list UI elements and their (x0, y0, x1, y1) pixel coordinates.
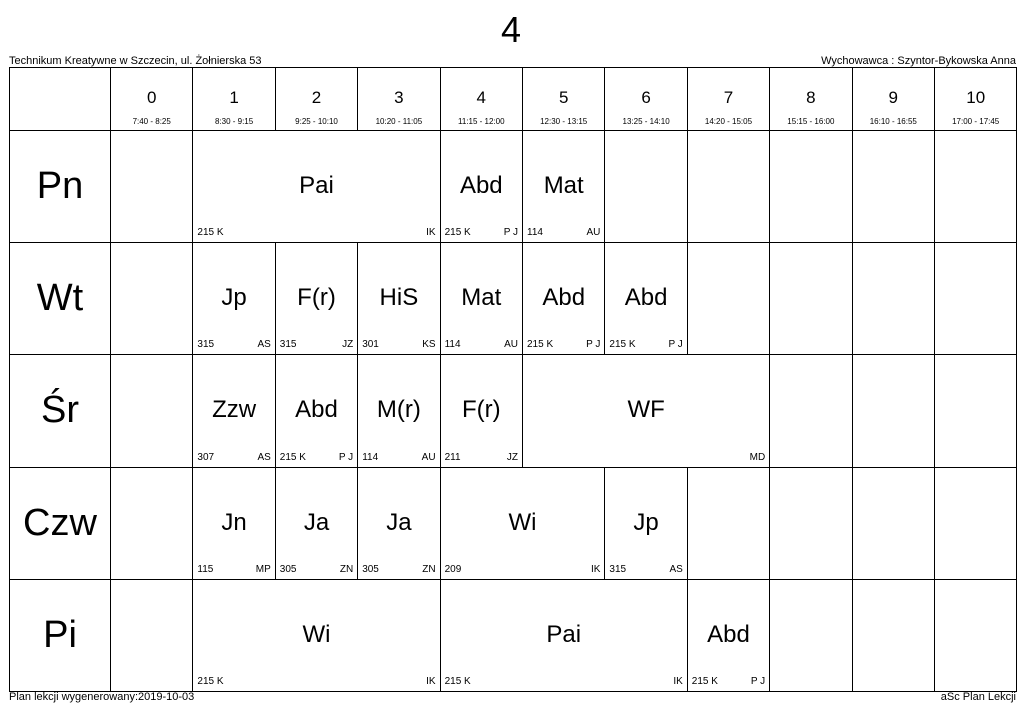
lesson-room: 305 (362, 563, 379, 575)
empty-cell (687, 130, 770, 243)
lesson-room: 115 (197, 563, 214, 575)
lesson-teacher: IK (426, 227, 436, 239)
lesson-cell (440, 467, 606, 580)
app-name: aSc Plan Lekcji (940, 691, 1016, 703)
lesson-cell (522, 242, 605, 355)
day-label-cell (9, 354, 111, 467)
lesson-teacher: MP (255, 563, 271, 575)
lesson-room: 301 (362, 339, 379, 351)
empty-cell (110, 354, 193, 467)
period-header-10 (934, 67, 1017, 131)
period-header-0 (110, 67, 193, 131)
empty-cell (934, 242, 1017, 355)
lesson-cell (192, 130, 440, 243)
period-time: 7:40 - 8:25 (132, 117, 171, 126)
lesson-subject: Pai (299, 172, 334, 199)
lesson-room: 215 K (197, 227, 224, 239)
lesson-teacher: KS (422, 339, 436, 351)
empty-cell (852, 467, 935, 580)
lesson-teacher: ZN (339, 563, 354, 575)
lesson-subject: M(r) (376, 396, 421, 424)
period-header-5 (522, 67, 605, 131)
lesson-cell (522, 354, 770, 467)
lesson-teacher: MD (749, 451, 766, 463)
lesson-subject: Abd (707, 620, 750, 648)
empty-cell (769, 130, 852, 243)
lesson-teacher: IK (590, 563, 601, 575)
lesson-teacher: JZ (342, 339, 354, 351)
lesson-room: 114 (362, 451, 379, 463)
lesson-room: 307 (197, 451, 215, 463)
period-time: 14:20 - 15:05 (704, 117, 753, 126)
period-time: 17:00 - 17:45 (952, 117, 1000, 126)
period-time: 13:25 - 14:10 (622, 117, 670, 126)
period-number: 4 (476, 88, 487, 107)
period-header-8 (769, 67, 852, 131)
lesson-teacher: ZN (422, 563, 436, 575)
empty-cell (852, 579, 935, 692)
lesson-cell (440, 242, 523, 355)
empty-cell (769, 242, 852, 355)
lesson-cell (275, 467, 358, 580)
lesson-cell (192, 242, 275, 355)
lesson-room: 315 (197, 339, 215, 351)
period-number: 3 (394, 88, 404, 107)
period-header-1 (192, 67, 275, 131)
school-name: Technikum Kreatywne w Szczecin, ul. Żołnierska 53 (9, 55, 262, 67)
lesson-room: 215 K (527, 339, 554, 351)
empty-cell (934, 467, 1017, 580)
generated-date: Plan lekcji wygenerowany:2019-10-03 (9, 691, 195, 703)
empty-cell (687, 242, 770, 355)
day-label-cell (9, 130, 111, 243)
lesson-cell (192, 354, 275, 467)
empty-cell (604, 130, 687, 243)
lesson-teacher: AS (257, 339, 271, 351)
lesson-subject: Ja (303, 508, 330, 536)
lesson-cell (687, 579, 770, 692)
lesson-cell (192, 467, 275, 580)
day-label-cell (9, 242, 111, 355)
period-header-6 (604, 67, 687, 131)
period-time: 8:30 - 9:15 (214, 117, 254, 126)
period-number: 2 (311, 88, 322, 107)
day-label-cell (9, 467, 111, 580)
lesson-room: 215 K (444, 675, 471, 687)
lesson-teacher: P J (668, 339, 683, 351)
class-tutor: Wychowawca : Szyntor-Bykowska Anna (821, 55, 1016, 67)
period-header-3 (357, 67, 440, 131)
period-header-7 (687, 67, 770, 131)
lesson-teacher: P J (586, 339, 601, 351)
lesson-subject: Abd (542, 284, 586, 312)
lesson-teacher: AU (586, 227, 601, 239)
period-header-4 (440, 67, 523, 131)
lesson-subject: Jp (633, 508, 659, 536)
lesson-room: 114 (527, 227, 543, 239)
lesson-cell (275, 242, 358, 355)
empty-cell (110, 130, 193, 243)
empty-cell (769, 467, 852, 580)
lesson-cell (522, 130, 605, 243)
lesson-subject: Jp (221, 284, 247, 312)
lesson-teacher: P J (338, 451, 354, 463)
period-header-2 (275, 67, 358, 131)
period-number: 9 (888, 88, 899, 107)
lesson-subject: Abd (295, 396, 338, 424)
empty-cell (852, 130, 935, 243)
lesson-subject: F(r) (297, 284, 336, 312)
lesson-cell (357, 467, 440, 580)
lesson-cell (440, 579, 688, 692)
day-label: Pi (43, 613, 77, 656)
lesson-room: 215 K (279, 451, 306, 463)
lesson-room: 215 K (197, 675, 224, 687)
empty-cell (934, 130, 1017, 243)
empty-cell (769, 579, 852, 692)
lesson-room: 211 (444, 451, 461, 463)
day-label-cell (9, 579, 111, 692)
period-number: 6 (641, 88, 651, 107)
empty-cell (110, 467, 193, 580)
lesson-teacher: JZ (506, 451, 518, 463)
lesson-subject: Ja (386, 508, 412, 536)
lesson-room: 209 (444, 563, 462, 575)
lesson-subject: Wi (508, 508, 537, 536)
lesson-cell (192, 579, 440, 692)
empty-cell (934, 354, 1017, 467)
lesson-cell (604, 467, 687, 580)
lesson-subject: Jn (221, 508, 247, 536)
lesson-teacher: AU (421, 451, 436, 463)
period-time: 9:25 - 10:10 (295, 117, 338, 126)
period-time: 10:20 - 11:05 (375, 117, 423, 126)
lesson-room: 305 (279, 563, 297, 575)
lesson-room: 215 K (444, 227, 471, 239)
lesson-subject: Zzw (212, 396, 257, 424)
lesson-subject: Abd (459, 172, 503, 199)
empty-cell (110, 579, 193, 692)
period-number: 10 (966, 88, 986, 107)
lesson-subject: Pai (546, 620, 582, 648)
period-number: 7 (723, 88, 734, 107)
lesson-subject: Abd (624, 284, 668, 312)
lesson-teacher: IK (426, 675, 436, 687)
lesson-cell (357, 354, 440, 467)
empty-cell (852, 242, 935, 355)
lesson-teacher: AS (257, 451, 271, 463)
lesson-subject: HiS (379, 284, 419, 312)
lesson-cell (275, 354, 358, 467)
empty-cell (934, 579, 1017, 692)
lesson-room: 215 K (691, 675, 718, 687)
period-time: 11:15 - 12:00 (458, 117, 505, 126)
lesson-room: 215 K (609, 339, 636, 351)
lesson-subject: Mat (461, 284, 502, 312)
lesson-teacher: IK (673, 675, 683, 687)
lesson-subject: F(r) (461, 396, 501, 424)
lesson-cell (357, 242, 440, 355)
period-time: 12:30 - 13:15 (540, 117, 588, 126)
corner-cell (9, 67, 111, 131)
day-label: Pn (36, 165, 84, 208)
lesson-subject: Mat (543, 172, 584, 199)
empty-cell (110, 242, 193, 355)
period-time: 16:10 - 16:55 (869, 117, 917, 126)
empty-cell (852, 354, 935, 467)
day-label: Śr (41, 389, 79, 432)
day-label: Czw (23, 501, 97, 544)
lesson-teacher: AU (504, 339, 518, 351)
period-header-9 (852, 67, 935, 131)
lesson-cell (604, 242, 687, 355)
empty-cell (769, 354, 852, 467)
period-number: 8 (806, 88, 816, 107)
lesson-subject: Wi (302, 620, 331, 648)
lesson-subject: WF (627, 396, 665, 424)
period-time: 15:15 - 16:00 (787, 117, 835, 126)
lesson-room: 315 (609, 563, 627, 575)
lesson-room: 114 (444, 339, 461, 351)
lesson-cell (440, 354, 523, 467)
period-number: 1 (229, 88, 239, 107)
lesson-room: 315 (279, 339, 297, 351)
empty-cell (687, 467, 770, 580)
lesson-cell (440, 130, 523, 243)
lesson-teacher: P J (750, 675, 766, 687)
day-label: Wt (36, 277, 84, 320)
class-title: 4 (500, 9, 522, 50)
period-number: 5 (558, 88, 569, 107)
lesson-teacher: P J (503, 227, 518, 239)
period-number: 0 (146, 88, 157, 107)
lesson-teacher: AS (669, 563, 683, 575)
